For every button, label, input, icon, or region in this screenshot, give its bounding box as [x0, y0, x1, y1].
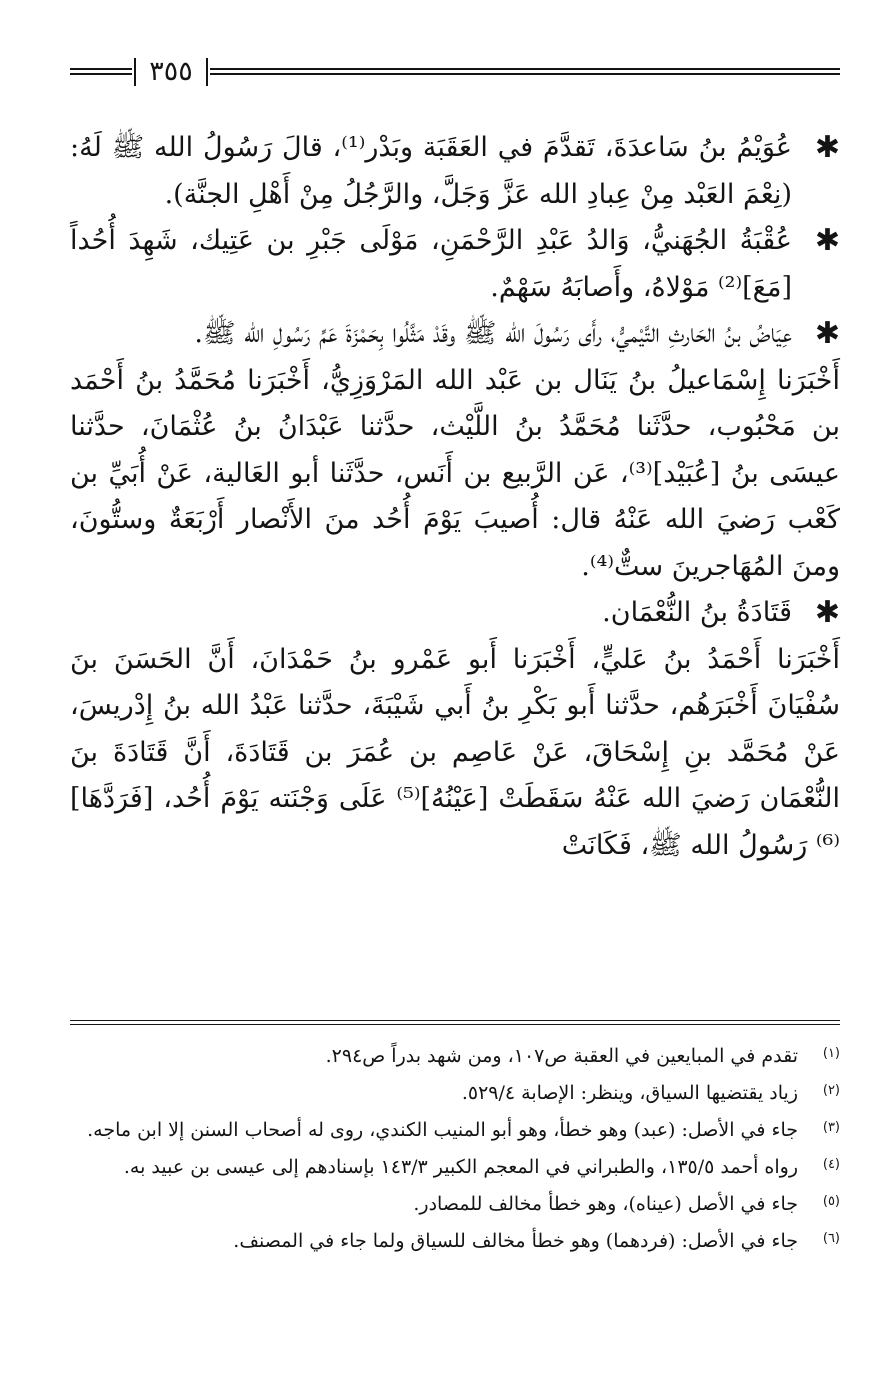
footnotes [70, 1040, 840, 1262]
header-rule-left [70, 68, 132, 76]
footnote [70, 1040, 840, 1073]
entry-text: عُقْبَةُ الجُهَنيُّ، وَالدُ عَبْدِ الرَّحْمَنِ، مَوْلَى جَبْرِ بن عَتِيك، شَهِدَ أُحُداً [مَعَ]⁽²⁾ مَوْلاهُ، وأَصابَهُ سَهْمٌ. [70, 225, 792, 303]
entry-text: عُوَيْمُ بنُ سَاعدَةَ، تَقدَّمَ في العَقَبَة وبَدْر⁽¹⁾، قالَ رَسُولُ الله ﷺ لَهُ: (نِعْمَ العَبْد مِنْ عِبادِ الله عَزَّ وَجَلَّ، والرَّجُلُ مِنْ أَهْلِ الجنَّة). [70, 132, 792, 210]
main-text [70, 125, 840, 869]
footnote-text: جاء في الأصل: (فردهما) وهو خطأ مخالف للسياق ولما جاء في المصنف. [233, 1230, 798, 1252]
entry-iyad [70, 311, 840, 358]
narration-paragraph-1: أَخْبَرَنا إِسْمَاعيلُ بنُ يَنَال بن عَبْد الله المَرْوَزِيُّ، أَخْبَرَنا مُحَمَّدُ بنُ أَحْمَد بن مَحْبُوب، حدَّثَنا مُحَمَّدُ بنُ اللَّيْث، حدَّثنا عَبْدَانُ بنُ عُثْمَانَ، حدَّثنا عيسَى بنُ [عُبَيْد]⁽³⁾، عَن الرَّبيع بن أَنَس، حدَّثَنا أبو العَالية، عَنْ أُبَيِّ بن كَعْب رَضيَ الله عَنْهُ قال: أُصيبَ يَوْمَ أُحُد منَ الأَنْصار أَرْبَعَةٌ وستُّونَ، ومنَ المُهَاجرينَ ستٌّ⁽⁴⁾. [70, 364, 841, 582]
entry-uwaym [70, 125, 840, 218]
footnote-number: (٣) [822, 1120, 840, 1135]
footnote-number: (٤) [822, 1157, 840, 1172]
footnote [70, 1225, 840, 1258]
footnote [70, 1077, 840, 1110]
footnote [70, 1114, 840, 1147]
footnote [70, 1151, 840, 1184]
header-bar-left [134, 58, 136, 86]
entry-star-marker: ✱ [814, 130, 840, 165]
page-number: ٣٥٥ [149, 56, 193, 87]
footnote-number: (١) [822, 1046, 840, 1061]
header-bar-right [206, 58, 208, 86]
entry-star-marker: ✱ [814, 595, 840, 630]
footnote-number: (٢) [822, 1083, 840, 1098]
entry-text: عِيَاضُ بنُ الحَارثِ التَّيْميُّ، رأَى رَسُولَ الله ﷺ وقَدْ مَثَّلُوا بِحَمْزَةَ عَمِّ رَسُولِ الله ﷺ. [194, 318, 792, 349]
footnote-number: (٦) [822, 1231, 840, 1246]
entry-text: قَتَادَةُ بنُ النُّعْمَان. [602, 597, 792, 628]
entry-uqba [70, 218, 840, 311]
entry-star-marker: ✱ [814, 223, 840, 258]
footnote-text: زياد يقتضيها السياق، وينظر: الإصابة ٥٢٩/٤. [461, 1082, 798, 1104]
footnote-text: رواه أحمد ١٣٥/٥، والطبراني في المعجم الكبير ١٤٣/٣ بإسنادهم إلى عيسى بن عبيد به. [123, 1156, 798, 1178]
footnote-separator [70, 1020, 840, 1026]
page-header [70, 52, 840, 92]
footnote-text: جاء في الأصل (عيناه)، وهو خطأ مخالف للمصادر. [413, 1193, 798, 1215]
entry-qatada [70, 590, 840, 637]
narration-paragraph-2: أَخْبَرَنا أَحْمَدُ بنُ عَليٍّ، أَخْبَرَنا أَبو عَمْرو بنُ حَمْدَانَ، أَنَّ الحَسَنَ بنَ سُفْيَانَ أَخْبَرَهُم، حدَّثنا أَبو بَكْرِ بنُ أَبي شَيْبَةَ، حدَّثنا عَبْدُ الله بنُ إِدْريسَ، عَنْ مُحَمَّد بنِ إِسْحَاقَ، عَنْ عَاصِم بن عُمَرَ بن قَتَادَةَ، أَنَّ قَتَادَةَ بنَ النُّعْمَان رَضيَ الله عَنْهُ سَقَطَتْ [عَيْنُهُ]⁽⁵⁾ عَلَى وَجْنَته يَوْمَ أُحُد، [فَرَدَّهَا]⁽⁶⁾ رَسُولُ الله ﷺ، فَكَانَتْ [70, 643, 841, 861]
footnote-number: (٥) [822, 1194, 840, 1209]
footnote-text: جاء في الأصل: (عبد) وهو خطأ، وهو أبو المنيب الكندي، روى له أصحاب السنن إلا ابن ماجه. [87, 1119, 798, 1141]
entry-star-marker: ✱ [814, 316, 840, 351]
header-rule-right [210, 68, 840, 76]
footnote [70, 1188, 840, 1221]
footnote-text: تقدم في المبايعين في العقبة ص١٠٧، ومن شهد بدراً ص٢٩٤. [325, 1045, 798, 1067]
